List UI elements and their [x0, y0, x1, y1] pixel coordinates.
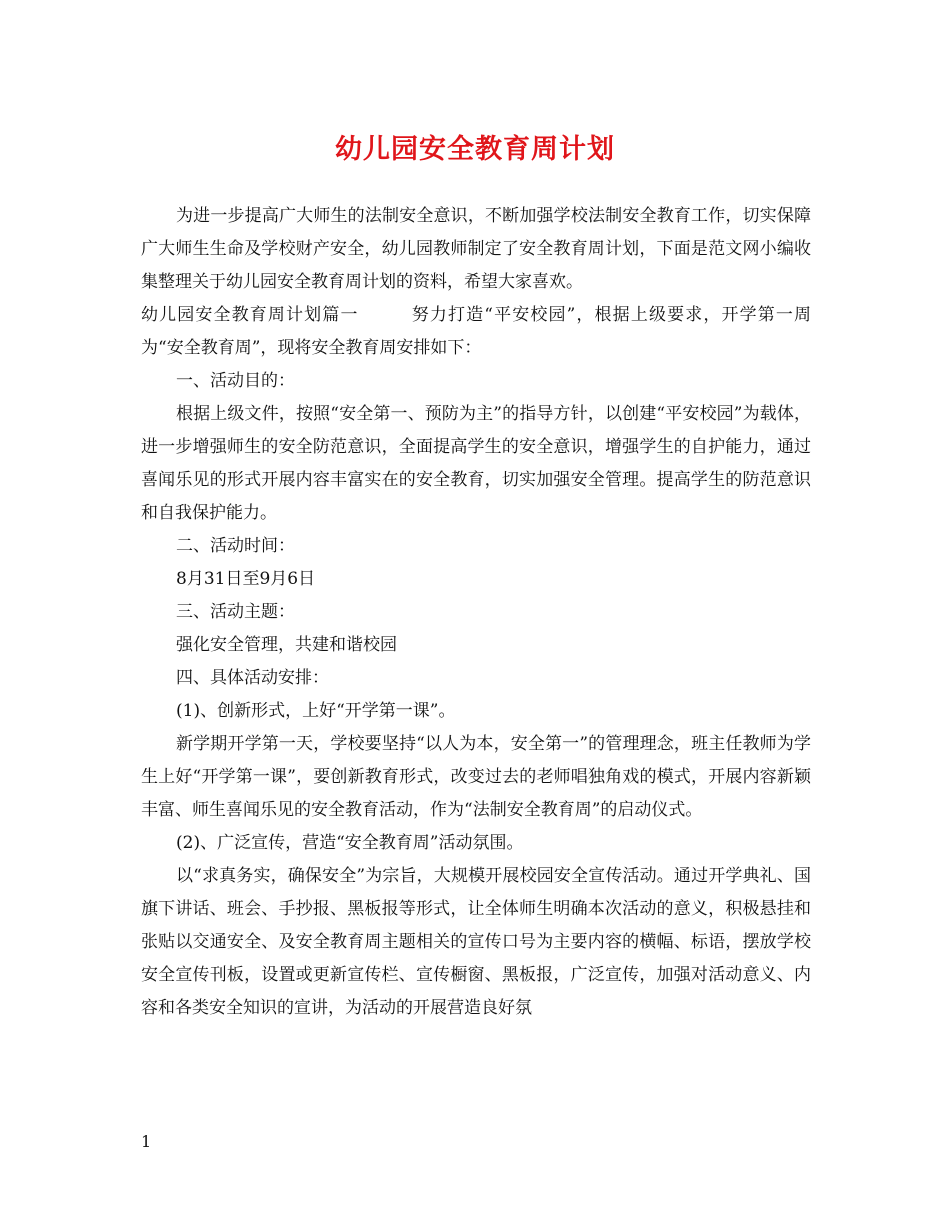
section-heading-2: 二、活动时间： [176, 536, 295, 556]
activity-date: 8月31日至9月6日 [176, 569, 316, 589]
section-heading-3: 三、活动主题： [176, 602, 295, 622]
subheading-1: (1)、创新形式，上好“开学第一课”。 [176, 701, 456, 721]
section-heading-4: 四、具体活动安排： [176, 668, 329, 688]
document-title: 幼儿园安全教育周计划 [335, 134, 615, 165]
plan-paragraph [141, 299, 811, 365]
document-body [141, 200, 811, 1025]
subsection-2-paragraph: 以“求真务实，确保安全”为宗旨，大规模开展校园安全宣传活动。通过开学典礼、国旗下讲话、班会、手抄报、黑板报等形式，让全体师生明确本次活动的意义，积极悬挂和张贴以交通安全、及安全教育周主题相关的宣传口号为主要内容的横幅、标语，摆放学校安全宣传刊板，设置或更新宣传栏、宣传橱窗、黑板报，广泛宣传，加强对活动意义、内容和各类安全知识的宣讲，为活动的开展营造良好氛 [141, 866, 811, 1018]
intro-paragraph: 为进一步提高广大师生的法制安全意识，不断加强学校法制安全教育工作，切实保障广大师生生命及学校财产安全，幼儿园教师制定了安全教育周计划，下面是范文网小编收集整理关于幼儿园安全教育周计划的资料，希望大家喜欢。 [141, 206, 811, 292]
subheading-2: (2)、广泛宣传，营造“安全教育周”活动氛围。 [176, 833, 524, 853]
section-heading-1: 一、活动目的： [176, 371, 295, 391]
plan-label: 幼儿园安全教育周计划篇一 [141, 305, 359, 325]
page-number: 1 [141, 1132, 152, 1151]
plan-text: 努力打造“平安校园”，根据上级要求，开学第一周为“安全教育周”，现将安全教育周安排如下： [141, 305, 812, 358]
activity-theme: 强化安全管理，共建和谐校园 [176, 635, 397, 655]
section-1-paragraph: 根据上级文件，按照“安全第一、预防为主”的指导方针，以创建“平安校园”为载体，进一步增强师生的安全防范意识，全面提高学生的安全意识，增强学生的自护能力，通过喜闻乐见的形式开展内容丰富实在的安全教育，切实加强安全管理。提高学生的防范意识和自我保护能力。 [141, 404, 811, 523]
subsection-1-paragraph: 新学期开学第一天，学校要坚持“以人为本，安全第一”的管理理念，班主任教师为学生上好“开学第一课”，要创新教育形式，改变过去的老师唱独角戏的模式，开展内容新颖丰富、师生喜闻乐见的安全教育活动，作为“法制安全教育周”的启动仪式。 [141, 734, 811, 820]
